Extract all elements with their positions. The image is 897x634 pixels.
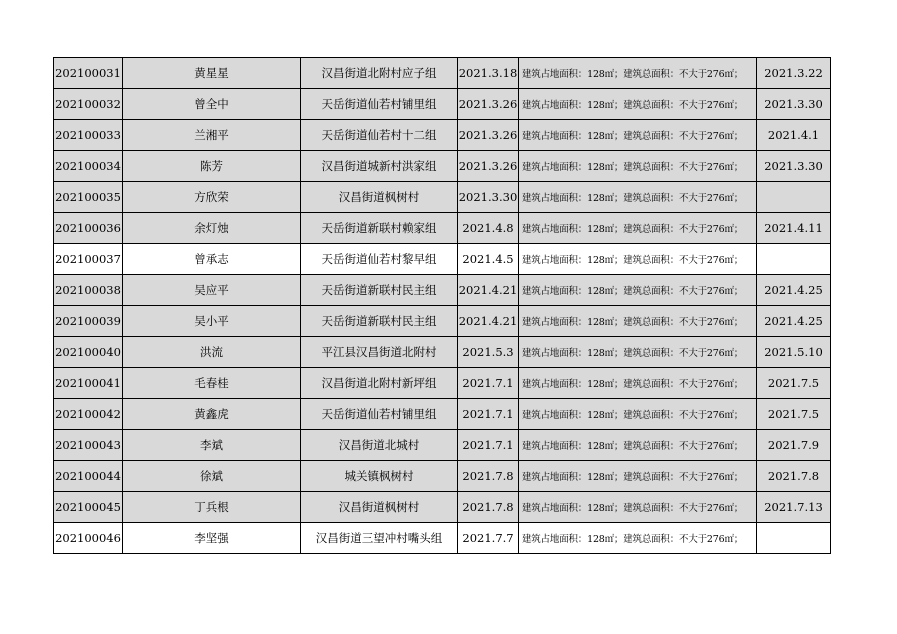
address-cell: 天岳街道仙若村黎早组 xyxy=(301,244,458,275)
apply-date-cell: 2021.7.8 xyxy=(458,492,519,523)
applicant-name-cell: 洪流 xyxy=(123,337,301,368)
applicant-name-cell: 黄星星 xyxy=(123,58,301,89)
building-spec-cell: 建筑占地面积：128㎡；建筑总面积：不大于276㎡； xyxy=(519,151,757,182)
approve-date-cell: 2021.7.9 xyxy=(757,430,831,461)
address-cell: 汉昌街道枫树村 xyxy=(301,492,458,523)
record-id-cell: 202100032 xyxy=(54,89,123,120)
applicant-name-cell: 吴应平 xyxy=(123,275,301,306)
address-cell: 天岳街道新联村民主组 xyxy=(301,275,458,306)
building-spec-cell: 建筑占地面积：128㎡；建筑总面积：不大于276㎡； xyxy=(519,523,757,554)
table-row xyxy=(54,275,831,306)
record-id-cell: 202100031 xyxy=(54,58,123,89)
address-cell: 城关镇枫树村 xyxy=(301,461,458,492)
apply-date-cell: 2021.3.26 xyxy=(458,120,519,151)
table-row xyxy=(54,492,831,523)
building-spec-cell: 建筑占地面积：128㎡；建筑总面积：不大于276㎡； xyxy=(519,275,757,306)
apply-date-cell: 2021.4.21 xyxy=(458,306,519,337)
approve-date-cell: 2021.4.1 xyxy=(757,120,831,151)
approve-date-cell: 2021.4.11 xyxy=(757,213,831,244)
approve-date-cell: 2021.3.30 xyxy=(757,89,831,120)
building-spec-cell: 建筑占地面积：128㎡；建筑总面积：不大于276㎡； xyxy=(519,492,757,523)
address-cell: 汉昌街道北附村新坪组 xyxy=(301,368,458,399)
applicant-name-cell: 兰湘平 xyxy=(123,120,301,151)
table-row xyxy=(54,399,831,430)
apply-date-cell: 2021.4.21 xyxy=(458,275,519,306)
building-spec-cell: 建筑占地面积：128㎡；建筑总面积：不大于276㎡； xyxy=(519,213,757,244)
apply-date-cell: 2021.7.8 xyxy=(458,461,519,492)
approve-date-cell: 2021.4.25 xyxy=(757,275,831,306)
address-cell: 天岳街道仙若村铺里组 xyxy=(301,399,458,430)
table-row xyxy=(54,523,831,554)
approve-date-cell xyxy=(757,523,831,554)
building-spec-cell: 建筑占地面积：128㎡；建筑总面积：不大于276㎡； xyxy=(519,182,757,213)
approve-date-cell: 2021.7.8 xyxy=(757,461,831,492)
applicant-name-cell: 方欣荣 xyxy=(123,182,301,213)
table-row xyxy=(54,151,831,182)
approve-date-cell: 2021.5.10 xyxy=(757,337,831,368)
apply-date-cell: 2021.3.30 xyxy=(458,182,519,213)
building-spec-cell: 建筑占地面积：128㎡；建筑总面积：不大于276㎡； xyxy=(519,306,757,337)
records-table xyxy=(53,57,831,554)
address-cell: 天岳街道仙若村铺里组 xyxy=(301,89,458,120)
record-id-cell: 202100034 xyxy=(54,151,123,182)
applicant-name-cell: 李坚强 xyxy=(123,523,301,554)
address-cell: 汉昌街道枫树村 xyxy=(301,182,458,213)
table-row xyxy=(54,89,831,120)
building-spec-cell: 建筑占地面积：128㎡；建筑总面积：不大于276㎡； xyxy=(519,244,757,275)
address-cell: 汉昌街道城新村洪家组 xyxy=(301,151,458,182)
approve-date-cell: 2021.3.30 xyxy=(757,151,831,182)
table-row xyxy=(54,368,831,399)
table-row xyxy=(54,430,831,461)
table-row xyxy=(54,182,831,213)
applicant-name-cell: 毛春桂 xyxy=(123,368,301,399)
building-spec-cell: 建筑占地面积：128㎡；建筑总面积：不大于276㎡； xyxy=(519,399,757,430)
address-cell: 天岳街道新联村赖家组 xyxy=(301,213,458,244)
approve-date-cell xyxy=(757,182,831,213)
table-row xyxy=(54,244,831,275)
record-id-cell: 202100033 xyxy=(54,120,123,151)
records-table-body xyxy=(54,58,831,554)
building-spec-cell: 建筑占地面积：128㎡；建筑总面积：不大于276㎡； xyxy=(519,461,757,492)
apply-date-cell: 2021.3.18 xyxy=(458,58,519,89)
address-cell: 汉昌街道北城村 xyxy=(301,430,458,461)
approve-date-cell: 2021.3.22 xyxy=(757,58,831,89)
apply-date-cell: 2021.3.26 xyxy=(458,151,519,182)
address-cell: 天岳街道新联村民主组 xyxy=(301,306,458,337)
table-row xyxy=(54,213,831,244)
record-id-cell: 202100044 xyxy=(54,461,123,492)
building-spec-cell: 建筑占地面积：128㎡；建筑总面积：不大于276㎡； xyxy=(519,430,757,461)
building-spec-cell: 建筑占地面积：128㎡；建筑总面积：不大于276㎡； xyxy=(519,89,757,120)
record-id-cell: 202100041 xyxy=(54,368,123,399)
applicant-name-cell: 丁兵根 xyxy=(123,492,301,523)
approve-date-cell xyxy=(757,244,831,275)
record-id-cell: 202100045 xyxy=(54,492,123,523)
approve-date-cell: 2021.7.5 xyxy=(757,399,831,430)
building-spec-cell: 建筑占地面积：128㎡；建筑总面积：不大于276㎡； xyxy=(519,337,757,368)
address-cell: 汉昌街道三望冲村嘴头组 xyxy=(301,523,458,554)
applicant-name-cell: 曾承志 xyxy=(123,244,301,275)
record-id-cell: 202100035 xyxy=(54,182,123,213)
apply-date-cell: 2021.7.7 xyxy=(458,523,519,554)
table-row xyxy=(54,337,831,368)
address-cell: 汉昌街道北附村应子组 xyxy=(301,58,458,89)
applicant-name-cell: 黄鑫虎 xyxy=(123,399,301,430)
record-id-cell: 202100038 xyxy=(54,275,123,306)
approve-date-cell: 2021.7.5 xyxy=(757,368,831,399)
apply-date-cell: 2021.5.3 xyxy=(458,337,519,368)
apply-date-cell: 2021.4.8 xyxy=(458,213,519,244)
applicant-name-cell: 吴小平 xyxy=(123,306,301,337)
record-id-cell: 202100039 xyxy=(54,306,123,337)
approve-date-cell: 2021.4.25 xyxy=(757,306,831,337)
apply-date-cell: 2021.3.26 xyxy=(458,89,519,120)
applicant-name-cell: 李斌 xyxy=(123,430,301,461)
record-id-cell: 202100042 xyxy=(54,399,123,430)
table-row xyxy=(54,461,831,492)
applicant-name-cell: 余灯烛 xyxy=(123,213,301,244)
apply-date-cell: 2021.7.1 xyxy=(458,399,519,430)
apply-date-cell: 2021.7.1 xyxy=(458,430,519,461)
applicant-name-cell: 陈芳 xyxy=(123,151,301,182)
address-cell: 平江县汉昌街道北附村 xyxy=(301,337,458,368)
building-spec-cell: 建筑占地面积：128㎡；建筑总面积：不大于276㎡； xyxy=(519,368,757,399)
table-row xyxy=(54,120,831,151)
record-id-cell: 202100046 xyxy=(54,523,123,554)
apply-date-cell: 2021.7.1 xyxy=(458,368,519,399)
applicant-name-cell: 曾全中 xyxy=(123,89,301,120)
approve-date-cell: 2021.7.13 xyxy=(757,492,831,523)
address-cell: 天岳街道仙若村十二组 xyxy=(301,120,458,151)
table-row xyxy=(54,306,831,337)
table-row xyxy=(54,58,831,89)
apply-date-cell: 2021.4.5 xyxy=(458,244,519,275)
record-id-cell: 202100043 xyxy=(54,430,123,461)
building-spec-cell: 建筑占地面积：128㎡；建筑总面积：不大于276㎡； xyxy=(519,58,757,89)
record-id-cell: 202100036 xyxy=(54,213,123,244)
building-spec-cell: 建筑占地面积：128㎡；建筑总面积：不大于276㎡； xyxy=(519,120,757,151)
applicant-name-cell: 徐斌 xyxy=(123,461,301,492)
record-id-cell: 202100037 xyxy=(54,244,123,275)
record-id-cell: 202100040 xyxy=(54,337,123,368)
